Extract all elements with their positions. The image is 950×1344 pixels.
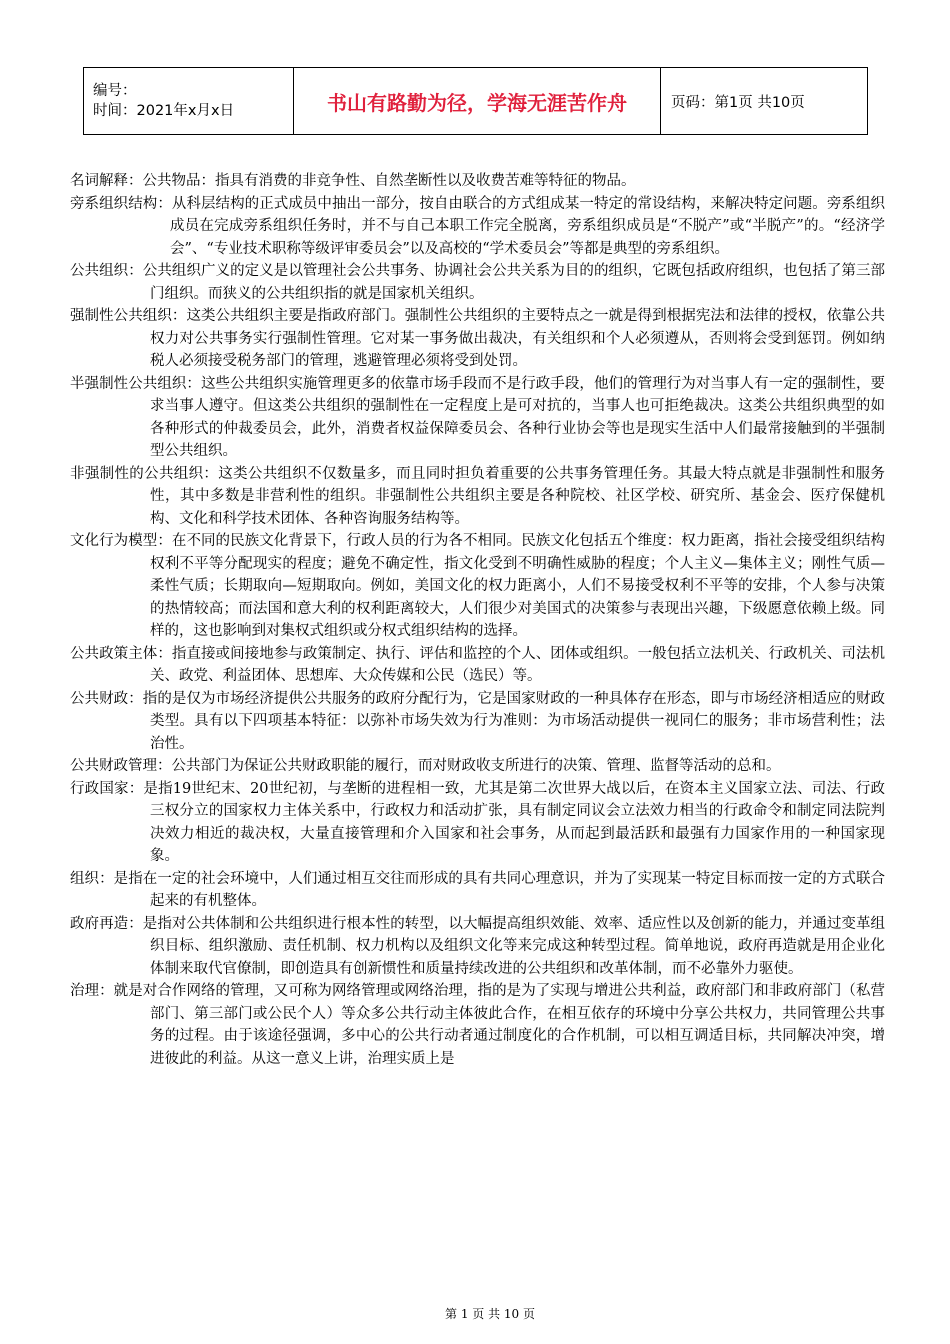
entry-cultural-behavior-model (70, 530, 885, 643)
entry-term: 行政国家： (70, 780, 144, 797)
entry-term: 组织： (70, 870, 114, 887)
entry-text: 指直接或间接地参与政策制定、执行、评估和监控的个人、团体或组织。一般包括立法机关、行政机关、司法机关、政党、利益团体、思想库、大众传媒和公民（选民）等。 (150, 645, 886, 684)
entry-administrative-state (70, 778, 885, 868)
entry-term: 公共政策主体： (70, 645, 172, 662)
entry-non-coercive-organization (70, 463, 885, 531)
entry-public-organization (70, 260, 885, 305)
entry-term: 文化行为模型： (70, 533, 172, 549)
entry-text: 这类公共组织不仅数量多，而且同时担负着重要的公共事务管理任务。其最大特点就是非强制性和服务性，其中多数是非营利性的组织。非强制性公共组织主要是各种院校、社区学校、研究所、基金会、医疗保健机构、文化和科学技术团体、各种咨询服务结构等。 (150, 465, 886, 527)
entry-text: 这些公共组织实施管理更多的依靠市场手段而不是行政手段，他们的管理行为对当事人有一定的强制性，要求当事人遵守。但这类公共组织的强制性在一定程度上是可对抗的，当事人也可拒绝裁决。这类公共组织典型的如各种形式的仲裁委员会，此外，消费者权益保障委员会、各种行业协会等也是现实生活中人们最常接触到的半强制型公共组织。 (150, 375, 886, 459)
entry-term: 非强制性的公共组织： (70, 465, 219, 482)
entry-text: 是指19世纪末、20世纪初，与垄断的进程相一致，尤其是第二次世界大战以后，在资本主义国家立法、司法、行政三权分立的国家权力主体关系中，行政权力和活动扩张，具有制定同议会立法效力相当的行政命令和制定同法院判决效力相近的裁决权，大量直接管理和介入国家和社会事务，从而起到最活跃和最强有力国家作用的一种国家现象。 (143, 780, 885, 864)
entry-public-finance (70, 688, 885, 756)
entry-term: 公共财政： (70, 690, 143, 707)
entry-text: 公共组织广义的定义是以管理社会公共事务、协调社会公共关系为目的的组织，它既包括政府组织，也包括了第三部门组织。而狭义的公共组织指的就是国家机关组织。 (142, 263, 886, 302)
entry-text: 这类公共组织主要是指政府部门。强制性公共组织的主要特点之一就是得到根据宪法和法律的授权，依靠公共权力对公共事务实行强制性管理。它对某一事务做出裁决，有关组织和个人必须遵从，否则将会受到惩罚。例如纳税人必须接受税务部门的管理，逃避管理必须将受到处罚。 (150, 308, 885, 369)
header-motto: 书山有路勤为径，学海无涯苦作舟 (294, 68, 661, 135)
entry-term: 旁系组织结构： (70, 195, 172, 212)
entry-collateral-structure (70, 193, 885, 261)
page-footer (0, 1305, 950, 1322)
entry-public-finance-management (70, 755, 885, 778)
entry-text: 在不同的民族文化背景下，行政人员的行为各不相同。民族文化包括五个维度：权力距离，指社会接受组织结构权利不平等分配现实的程度；避免不确定性，指文化受到不明确性威胁的程度；个人主义—集体主义；刚性气质—柔性气质；长期取向—短期取向。例如，美国文化的权力距离小，人们不易接受权利不平等的安排，个人参与决策的热情较高；而法国和意大利的权利距离较大，人们很少对美国式的决策参与表现出兴趣，下级愿意依赖上级。同样的，这也影响到对集权式组织或分权式组织结构的选择。 (150, 533, 886, 639)
entry-term: 政府再造： (70, 915, 143, 932)
entry-text: 是指在一定的社会环境中，人们通过相互交往而形成的具有共同心理意识，并为了实现某一特定目标而按一定的方式联合起来的有机整体。 (113, 870, 886, 909)
header-meta (84, 68, 294, 135)
entry-text: 就是对合作网络的管理，又可称为网络管理或网络治理，指的是为了实现与增进公共利益，政府部门和非政府部门（私营部门、第三部门或公民个人）等众多公共行动主体彼此合作，在相互依存的环境中分享公共权力，共同管理公共事务的过程。由于该途径强调，多中心的公共行动者通过制度化的合作机制，可以相互调适目标，共同解决冲突，增进彼此的利益。从这一意义上讲，治理实质上是 (113, 983, 886, 1067)
entry-governance (70, 980, 885, 1070)
entry-term: 治理： (70, 983, 114, 999)
entry-term: 强制性公共组织： (70, 308, 187, 324)
entry-term: 公共组织： (70, 263, 143, 279)
document-date: 时间：2021年x月x日 (93, 103, 235, 119)
entry-semi-coercive-organization (70, 373, 885, 463)
entry-term: 名词解释：公共物品： (70, 173, 215, 189)
document-body (70, 170, 885, 1070)
entry-coercive-organization (70, 305, 885, 373)
document-number: 编号： (93, 83, 137, 99)
entry-policy-subject (70, 643, 885, 688)
entry-term: 公共财政管理： (70, 758, 172, 774)
entry-text: 指的是仅为市场经济提供公共服务的政府分配行为，它是国家财政的一种具体存在形态，即与市场经济相适应的财政类型。具有以下四项基本特征：以弥补市场失效为行为准则：为市场活动提供一视同仁的服务；非市场营利性；法治性。 (142, 690, 886, 752)
header-table (83, 67, 868, 135)
entry-text: 指具有消费的非竞争性、自然垄断性以及收费苦难等特征的物品。 (215, 173, 636, 189)
entry-text: 从科层结构的正式成员中抽出一部分，按自由联合的方式组成某一特定的常设结构，来解决特定问题。旁系组织成员在完成旁系组织任务时，并不与自己本职工作完全脱离，旁系组织成员是“不脱产”或“半脱产”的。“经济学会”、“专业技术职称等级评审委员会”以及高校的“学术委员会”等都是典型的旁系组织。 (170, 195, 886, 257)
entry-text: 是指对公共体制和公共组织进行根本性的转型，以大幅提高组织效能、效率、适应性以及创新的能力，并通过变革组织目标、组织激励、责任机制、权力机构以及组织文化等来完成这种转型过程。简单地说，政府再造就是用企业化体制来取代官僚制，即创造具有创新惯性和质量持续改进的公共组织和改革体制，而不必靠外力驱使。 (142, 915, 886, 977)
header-page-number: 页码：第1页 共10页 (661, 68, 868, 135)
entry-organization (70, 868, 885, 913)
entry-text: 公共部门为保证公共财政职能的履行，而对财政收支所进行的决策、管理、监督等活动的总和。 (171, 758, 781, 774)
footer-page-number: 第 1 页 共 10 页 (445, 1307, 535, 1321)
entry-public-goods (70, 170, 885, 193)
entry-government-reinvention (70, 913, 885, 981)
entry-term: 半强制性公共组织： (70, 375, 201, 392)
